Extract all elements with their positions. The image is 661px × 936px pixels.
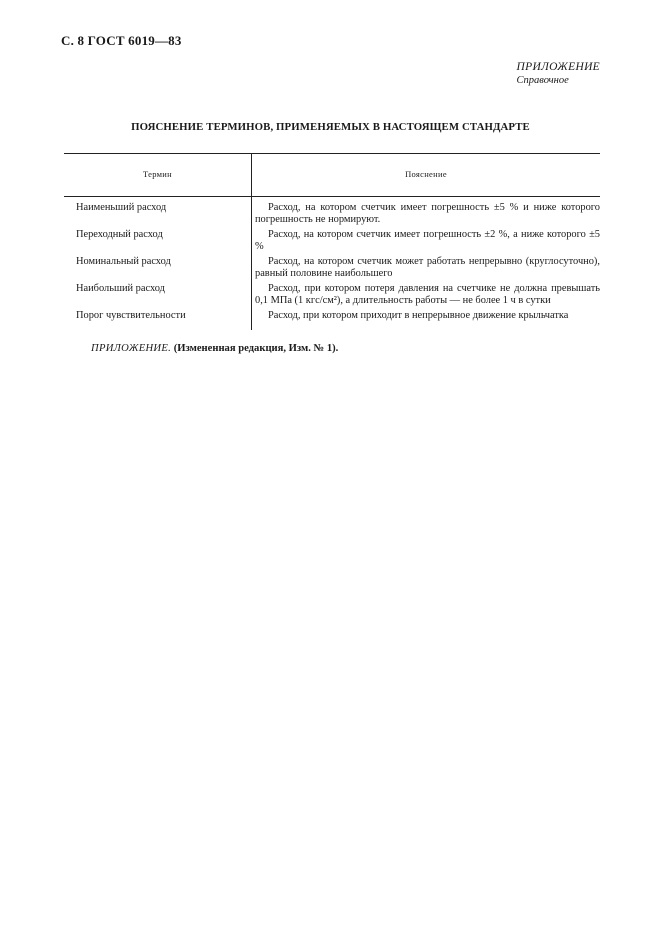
amendment-note-label: ПРИЛОЖЕНИЕ. [91, 343, 172, 354]
amendment-note-text: (Измененная редакция, Изм. № 1). [171, 343, 339, 354]
explanation-cell: Расход, при котором приходит в непрерывное движение крыльчатка [268, 310, 569, 321]
term-cell: Порог чувствительности [64, 310, 252, 330]
explanation-cell: Расход, на котором счетчик может работать непрерывно (круглосуточно), равный половине наибольшего [255, 256, 600, 279]
explanation-cell: Расход, на котором счетчик имеет погрешность ±5 % и ниже которого погрешность не нормируют. [255, 202, 600, 225]
table-row [64, 229, 600, 256]
term-cell: Наименьший расход [64, 197, 252, 230]
appendix-type: Справочное [516, 75, 569, 86]
amendment-note [91, 343, 338, 354]
table-header-row [64, 154, 600, 197]
column-header-explanation: Пояснение [252, 154, 601, 197]
table-row [64, 310, 600, 330]
term-cell: Переходный расход [64, 229, 252, 256]
table-row [64, 256, 600, 283]
table-row [64, 283, 600, 310]
term-cell: Номинальный расход [64, 256, 252, 283]
page-header: С. 8 ГОСТ 6019—83 [61, 33, 182, 48]
explanation-cell: Расход, на котором счетчик имеет погрешность ±2 %, а ниже которого ±5 % [255, 229, 600, 252]
term-cell: Наибольший расход [64, 283, 252, 310]
explanation-cell: Расход, при котором потеря давления на счетчике не должна превышать 0,1 МПа (1 кгс/см²), а длительность работы — не более 1 ч в сутки [255, 283, 600, 306]
terms-table [64, 153, 600, 330]
appendix-title: ПРИЛОЖЕНИЕ [516, 61, 600, 73]
column-header-term: Термин [64, 154, 252, 197]
table-row [64, 197, 600, 230]
appendix-block [517, 61, 600, 87]
section-title: ПОЯСНЕНИЕ ТЕРМИНОВ, ПРИМЕНЯЕМЫХ В НАСТОЯЩЕМ СТАНДАРТЕ [131, 121, 530, 133]
